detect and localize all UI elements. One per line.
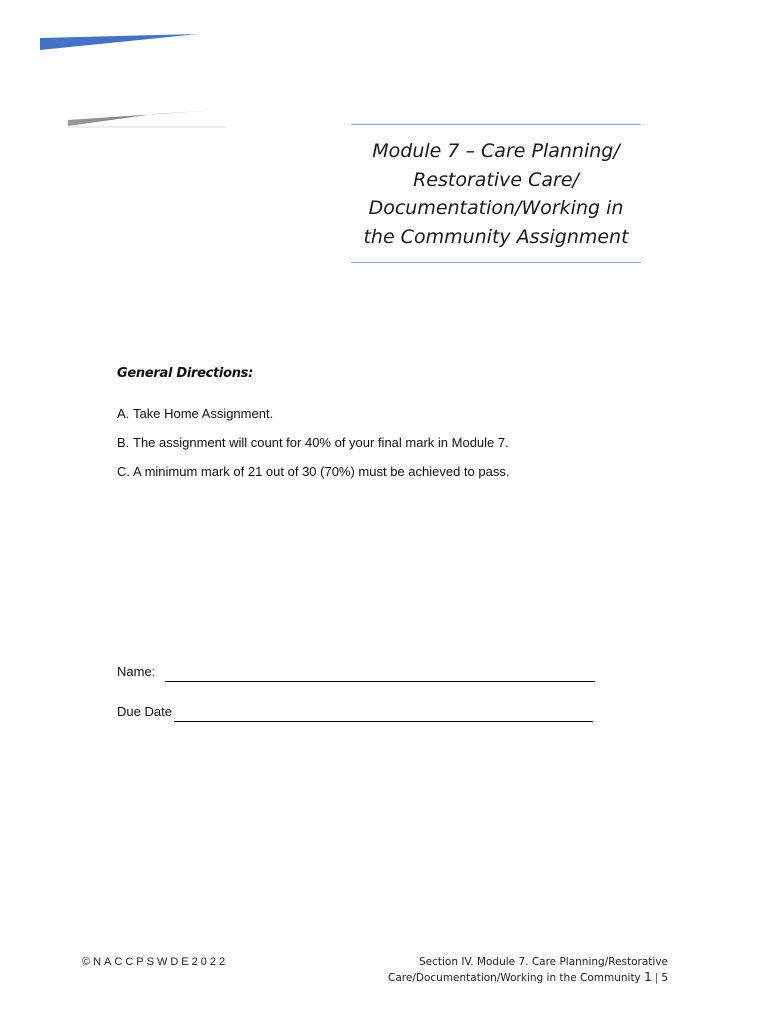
list-marker: C. <box>117 464 130 479</box>
header-blue-swoosh <box>40 34 200 52</box>
title-line: Documentation/Working in <box>368 197 624 219</box>
list-item <box>117 405 509 434</box>
directions-heading: General Directions: <box>117 366 253 381</box>
title-line: Module 7 – Care Planning/ <box>372 140 620 162</box>
title-block <box>351 124 641 263</box>
list-item <box>117 463 509 492</box>
directions-list <box>117 405 509 492</box>
list-item <box>117 434 509 463</box>
name-field[interactable] <box>117 664 155 679</box>
title-line: Restorative Care/ <box>413 168 579 191</box>
page-number-current: 1 <box>644 970 652 984</box>
list-marker: B. <box>117 435 130 450</box>
list-item-text: The assignment will count for 40% of your final mark in Module 7. <box>133 435 509 450</box>
due-date-underline[interactable] <box>174 704 593 722</box>
title-line: the Community Assignment <box>363 225 629 248</box>
page-number-total: 5 <box>661 972 668 984</box>
list-item-text: A minimum mark of 21 out of 30 (70%) must be achieved to pass. <box>133 464 510 479</box>
due-date-label: Due Date <box>117 704 172 719</box>
footer-section-info <box>368 955 668 986</box>
due-date-field[interactable] <box>117 704 172 719</box>
footer-section-line: Care/Documentation/Working in the Community <box>388 972 641 984</box>
footer-copyright: ©NACCPSWDE2022 <box>82 956 229 968</box>
name-underline[interactable] <box>165 664 595 682</box>
page-number-separator: | <box>654 972 659 984</box>
list-marker: A. <box>117 406 130 421</box>
footer-section-line: Section IV. Module 7. Care Planning/Restorative <box>419 956 668 968</box>
name-label: Name: <box>117 664 156 679</box>
list-item-text: Take Home Assignment. <box>133 406 274 421</box>
header-gray-swoosh <box>66 108 228 130</box>
document-title <box>351 137 641 251</box>
